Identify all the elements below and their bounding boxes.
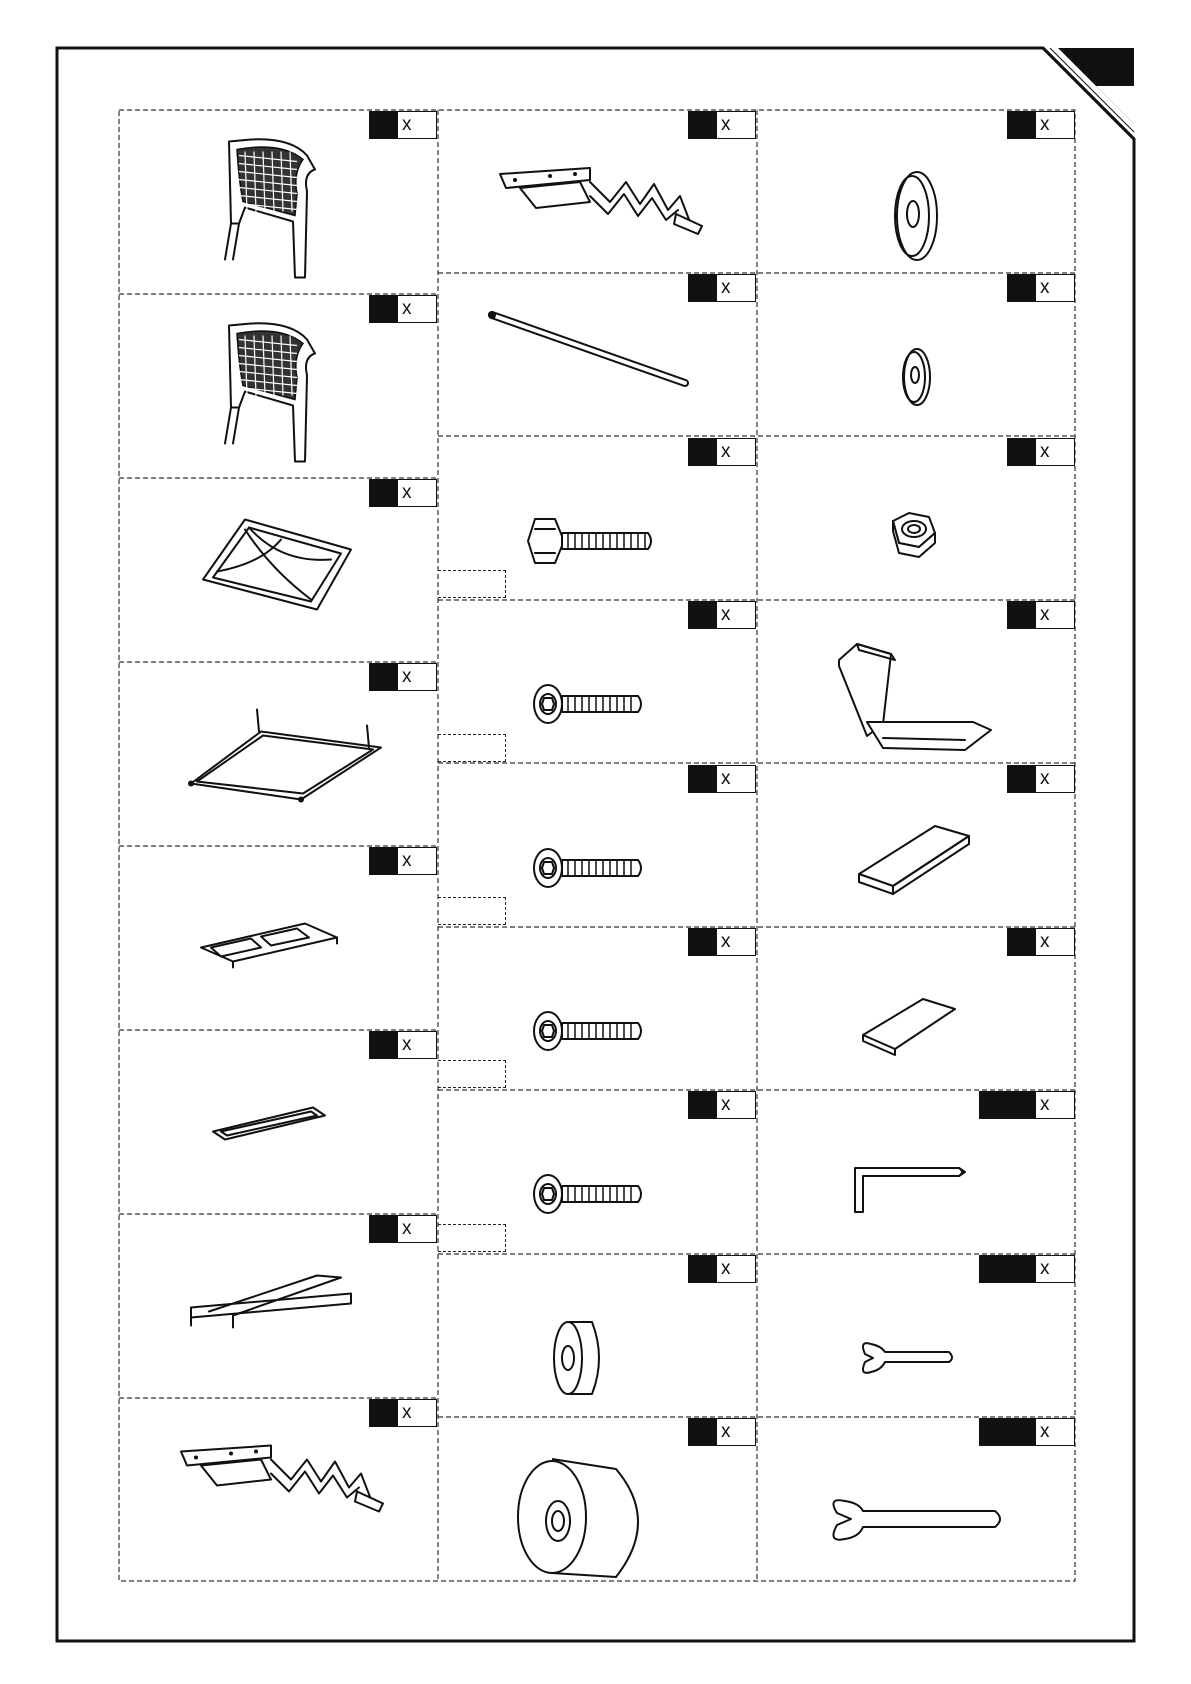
part-cell: [440, 1255, 756, 1416]
part-cell: [121, 663, 437, 845]
part-tag-box: [438, 570, 506, 598]
part-cell: [759, 928, 1075, 1089]
part-cell: [759, 438, 1075, 599]
part-tag-box: [438, 734, 506, 762]
part-cell: [759, 1255, 1075, 1416]
quantity-marker: x: [402, 1034, 412, 1055]
quantity-marker: x: [721, 767, 731, 789]
quantity-marker: x: [1040, 277, 1050, 299]
quantity-marker: x: [1040, 1421, 1050, 1443]
quantity-marker: x: [1040, 604, 1050, 626]
part-cell: [121, 1399, 437, 1581]
quantity-marker: x: [402, 482, 412, 503]
footrest-cushion-icon: [759, 765, 1075, 948]
part-cell: [759, 601, 1075, 762]
quantity-marker: x: [721, 931, 731, 952]
part-cell: [759, 1091, 1075, 1252]
quantity-marker: x: [1040, 440, 1050, 462]
quantity-marker: x: [402, 850, 412, 871]
quantity-marker: x: [402, 1218, 412, 1239]
large-washer-icon: [759, 111, 1075, 294]
part-cell: [759, 111, 1075, 272]
spacer-icon: [440, 1255, 756, 1438]
wicker-chair-side-panel-icon: [121, 295, 437, 478]
recline-mechanism-icon: [121, 1399, 437, 1582]
part-cell: [121, 1215, 437, 1397]
wicker-chair-side-panel-icon: [121, 111, 437, 294]
recline-mechanism-icon: [440, 111, 756, 294]
quantity-marker: x: [721, 1257, 731, 1279]
backrest-frame-icon: [121, 479, 437, 662]
quantity-marker: x: [1040, 1094, 1050, 1116]
crossbar-icon: [121, 1215, 437, 1398]
part-cell: [440, 1418, 756, 1579]
quantity-marker: x: [1040, 1257, 1050, 1279]
part-cell: [121, 1031, 437, 1213]
quantity-marker: x: [402, 666, 412, 687]
footrest-frame-icon: [121, 847, 437, 1030]
allen-key-icon: [759, 1091, 1075, 1274]
quantity-marker: x: [721, 604, 731, 626]
quantity-marker: x: [402, 1402, 412, 1423]
quantity-marker: x: [1040, 767, 1050, 789]
small-frame-icon: [121, 1031, 437, 1214]
small-cushion-icon: [759, 928, 1075, 1111]
seat-cushion-icon: [759, 601, 1075, 784]
small-wrench-icon: [759, 1255, 1075, 1438]
large-wrench-icon: [759, 1418, 1075, 1601]
part-tag-box: [438, 1060, 506, 1088]
part-cell: [759, 274, 1075, 435]
part-cell: [121, 479, 437, 661]
quantity-marker: x: [721, 1094, 731, 1116]
part-cell: [440, 111, 756, 272]
small-washer-icon: [759, 274, 1075, 457]
quantity-marker: x: [721, 114, 731, 135]
chair-side-panel-shape: [225, 323, 315, 461]
quantity-marker: x: [721, 1421, 731, 1443]
part-cell: [759, 1418, 1075, 1579]
part-tag-box: [438, 897, 506, 925]
part-tag-box: [438, 1224, 506, 1252]
quantity-marker: x: [721, 277, 731, 299]
large-spacer-icon: [440, 1418, 756, 1601]
lock-nut-icon: [759, 438, 1075, 621]
quantity-marker: x: [721, 440, 731, 462]
part-cell: [759, 765, 1075, 926]
seat-frame-icon: [121, 663, 437, 846]
chair-side-panel-shape: [225, 139, 315, 277]
part-cell: [440, 274, 756, 435]
quantity-marker: x: [1040, 931, 1050, 952]
part-cell: [121, 847, 437, 1029]
rod-icon: [440, 274, 756, 457]
part-cell: [121, 295, 437, 477]
quantity-marker: x: [402, 298, 412, 319]
quantity-marker: x: [402, 114, 412, 135]
quantity-marker: x: [1040, 114, 1050, 135]
part-cell: [121, 111, 437, 293]
